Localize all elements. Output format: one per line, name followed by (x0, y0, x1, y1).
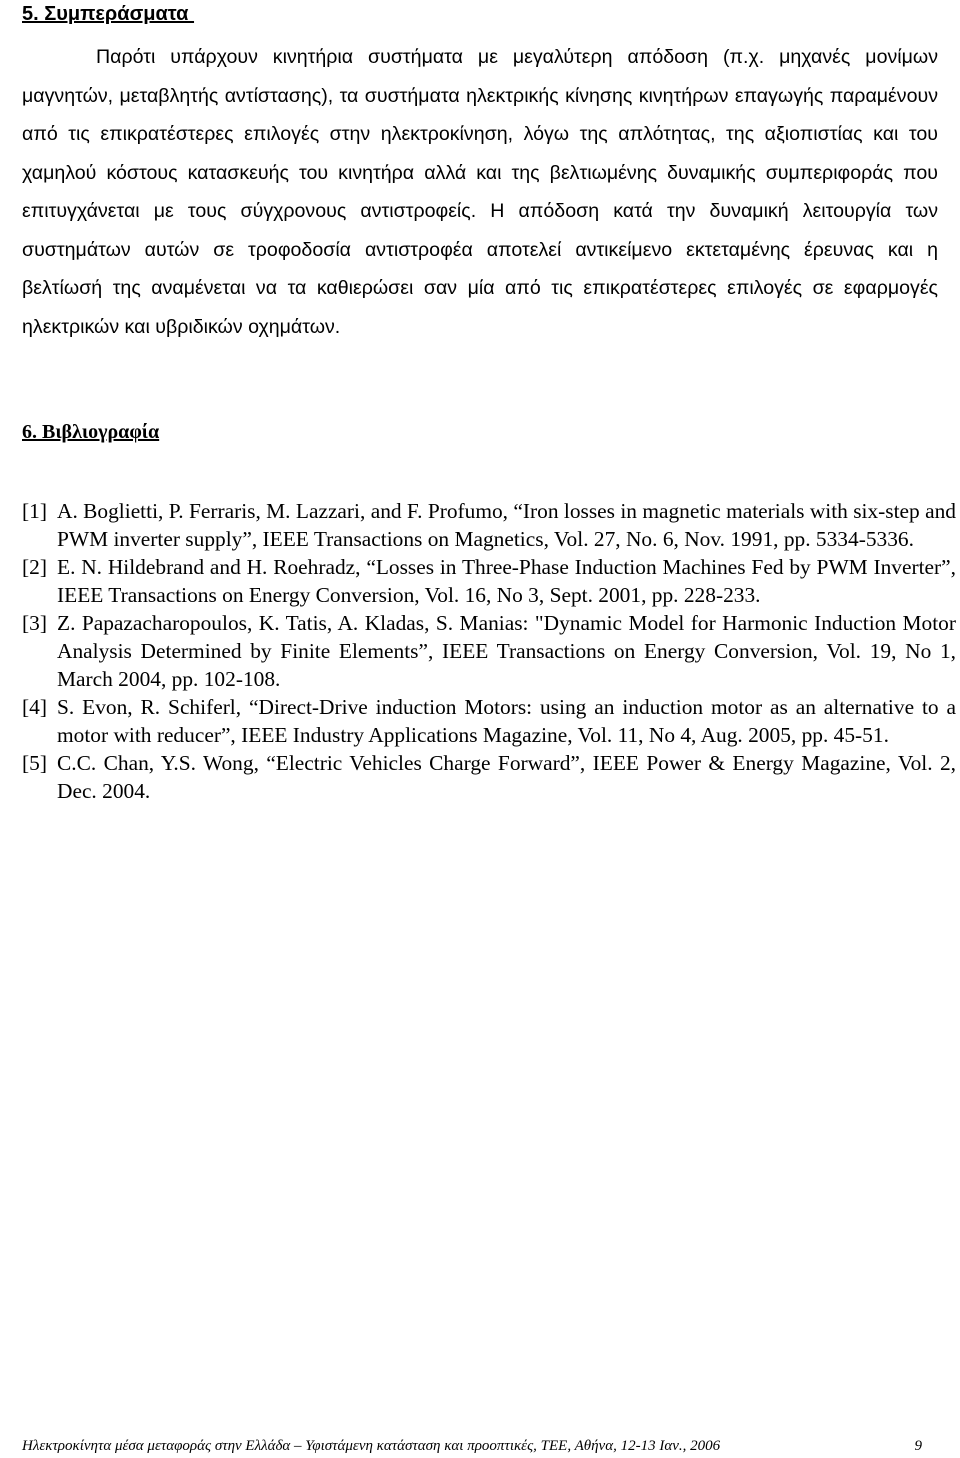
reference-number: [1] (22, 499, 47, 523)
reference-number: [2] (22, 555, 47, 579)
footer-text: Ηλεκτροκίνητα μέσα μεταφοράς στην Ελλάδα – Υφιστάμενη κατάσταση και προοπτικές, ΤΕΕ, Αθήνα, 12-13 Ιαν., 2006 (22, 1438, 721, 1454)
section-heading-conclusions: 5. Συμπεράσματα (22, 3, 195, 25)
reference-number: [5] (22, 751, 47, 775)
page-number: 9 (914, 1438, 922, 1454)
reference-number: [3] (22, 611, 47, 635)
reference-item (22, 553, 956, 609)
conclusions-paragraph: Παρότι υπάρχουν κινητήρια συστήματα με μεγαλύτερη απόδοση (π.χ. μηχανές μονίμων μαγνητών, μεταβλητής αντίστασης), τα συστήματα ηλεκτρικής κίνησης κινητήρων επαγωγής παραμένουν από τις επικρατέστερες επιλογές στην ηλεκτροκίνηση, λόγω της απλότητας, της αξιοπιστίας και του χαμηλού κόστους κατασκευής του κινητήρα αλλά και της βελτιωμένης δυναμικής συμπεριφοράς που επιτυγχάνεται με τους σύγχρονους αντιστροφείς. Η απόδοση κατά την δυναμική λειτουργία των συστημάτων αυτών σε τροφοδοσία αντιστροφέα αποτελεί αντικείμενο εκτεταμένης έρευνας και η βελτίωσή της αναμένεται να τα καθιερώσει σαν μία από τις επικρατέστερες επιλογές σε εφαρμογές ηλεκτρικών και υβριδικών οχημάτων. (22, 46, 938, 338)
reference-text: E. N. Hildebrand and H. Roehradz, “Losses in Three-Phase Induction Machines Fed by PWM Inverter”, IEEE Transactions on Energy Conversion, Vol. 16, No 3, Sept. 2001, pp. 228-233. (57, 555, 956, 607)
reference-number: [4] (22, 695, 47, 719)
section-heading-bibliography: 6. Βιβλιογραφία (22, 421, 160, 443)
reference-list (22, 497, 956, 805)
reference-item (22, 497, 956, 553)
reference-item (22, 693, 956, 749)
reference-text: C.C. Chan, Y.S. Wong, “Electric Vehicles Charge Forward”, IEEE Power & Energy Magazine, Vol. 2, Dec. 2004. (57, 751, 956, 803)
reference-item (22, 749, 956, 805)
reference-text: Z. Papazacharopoulos, K. Tatis, A. Kladas, S. Manias: "Dynamic Model for Harmonic Induction Motor Analysis Determined by Finite Elements”, IEEE Transactions on Energy Conversion, Vol. 19, No 1, March 2004, pp. 102-108. (57, 611, 956, 691)
reference-text: A. Boglietti, P. Ferraris, M. Lazzari, and F. Profumo, “Iron losses in magnetic materials with six-step and PWM inverter supply”, IEEE Transactions on Magnetics, Vol. 27, No. 6, Nov. 1991, pp. 5334-5336. (57, 499, 956, 551)
reference-text: S. Evon, R. Schiferl, “Direct-Drive induction Motors: using an induction motor as an alternative to a motor with reducer”, IEEE Industry Applications Magazine, Vol. 11, No 4, Aug. 2005, pp. 45-51. (57, 695, 956, 747)
reference-item (22, 609, 956, 693)
